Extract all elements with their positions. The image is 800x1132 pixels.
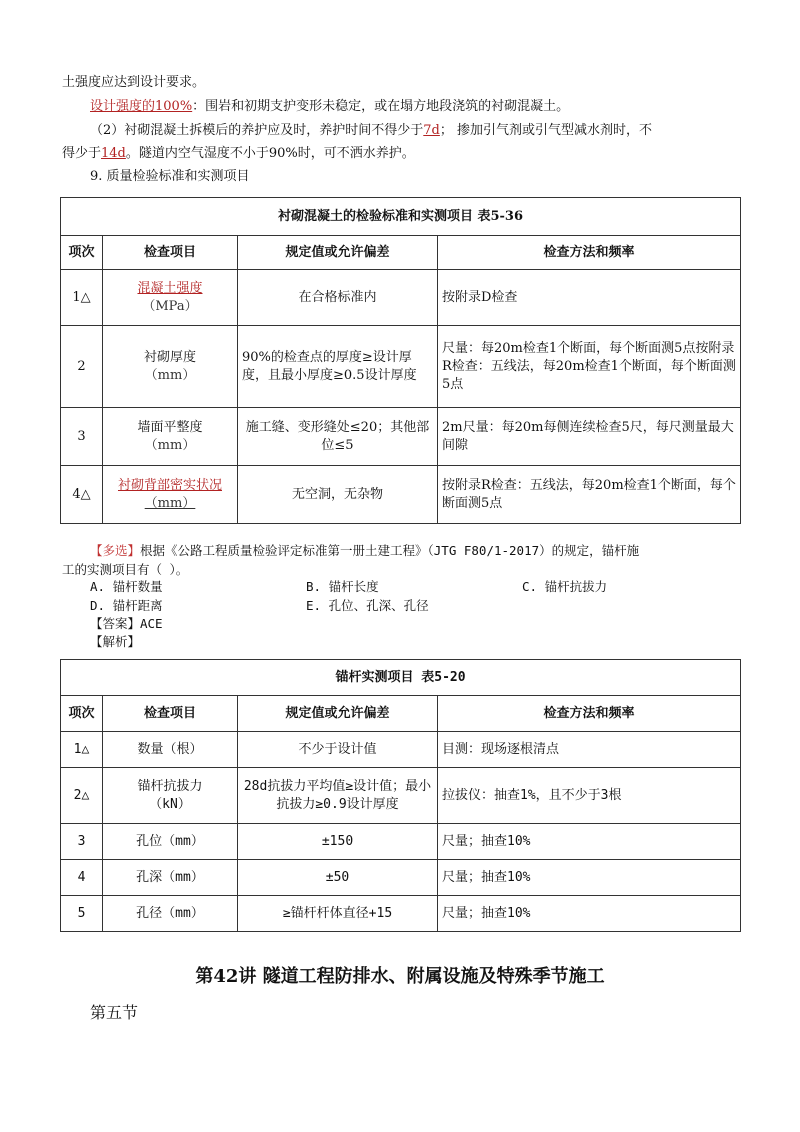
row-method: 尺量：每20m检查1个断面，每个断面测5点按附录R检查：五线法，每20m检查1个断面，每个断面测5点	[438, 326, 741, 408]
table-row	[61, 466, 741, 524]
intro-line-1: 土强度应达到设计要求。	[62, 75, 206, 90]
row-item-text: 衬砌厚度	[143, 349, 196, 365]
row-item: 孔深（mm）	[103, 860, 238, 896]
cure-time-highlight: 7d	[423, 123, 440, 138]
row-no: 3	[61, 824, 103, 860]
table-caption: 锚杆实测项目 表5-20	[61, 660, 741, 696]
row-no: 4△	[61, 466, 103, 524]
row-method: 按附录D检查	[438, 270, 741, 326]
intro-line-2-text: ：围岩和初期支护变形未稳定，或在塌方地段浇筑的衬砌混凝土。	[192, 99, 570, 114]
col-header-spec: 规定值或允许偏差	[238, 696, 438, 732]
analysis-label: 【解析】	[90, 634, 141, 649]
option-a: A. 锚杆数量	[90, 579, 163, 594]
section-label: 第五节	[90, 1003, 139, 1022]
row-unit: （mm）	[144, 437, 196, 453]
row-unit: （kN）	[149, 796, 191, 812]
row-item	[103, 270, 238, 326]
section-heading-9: 9. 质量检验标准和实测项目	[90, 169, 250, 184]
question-text-1: 根据《公路工程质量检验评定标准第一册土建工程》（JTG F80/1-2017）的规定，锚杆施	[140, 543, 640, 558]
row-method: 2m尺量：每20m每侧连续检查5尺，每尺测量最大间隙	[438, 408, 741, 466]
item-highlight: 衬砌背部密实状况	[117, 477, 222, 493]
row-spec: 无空洞，无杂物	[238, 466, 438, 524]
row-item: 数量（根）	[103, 732, 238, 768]
row-spec: 28d抗拔力平均值≥设计值；最小抗拔力≥0.9设计厚度	[238, 768, 438, 824]
table-row	[61, 732, 741, 768]
table-row	[61, 896, 741, 932]
col-header-item: 检查项目	[103, 236, 238, 270]
row-item	[103, 466, 238, 524]
row-item	[103, 768, 238, 824]
row-no: 1△	[61, 270, 103, 326]
col-header-item: 检查项目	[103, 696, 238, 732]
intro-line-4	[62, 145, 415, 163]
anchor-bolt-table	[60, 659, 741, 932]
col-header-method: 检查方法和频率	[438, 236, 741, 270]
row-spec: ±150	[238, 824, 438, 860]
row-no: 1△	[61, 732, 103, 768]
table-row	[61, 408, 741, 466]
intro-line-4-b: 。隧道内空气湿度不小于90%时，可不洒水养护。	[125, 146, 415, 161]
row-method: 尺量；抽查10%	[438, 860, 741, 896]
row-spec: 在合格标准内	[238, 270, 438, 326]
row-no: 5	[61, 896, 103, 932]
lecture-title: 第42讲 隧道工程防排水、附属设施及特殊季节施工	[195, 966, 605, 987]
table-row	[61, 860, 741, 896]
row-no: 2	[61, 326, 103, 408]
row-item-text: 锚杆抗拔力	[137, 778, 203, 794]
option-c: C. 锚杆抗拔力	[522, 579, 608, 594]
row-item: 孔位（mm）	[103, 824, 238, 860]
intro-line-3-a: （2）衬砌混凝土拆模后的养护应及时，养护时间不得少于	[90, 123, 424, 138]
answer: 【答案】ACE	[90, 616, 163, 631]
row-item-text: 墙面平整度	[137, 419, 203, 435]
row-spec: 施工缝、变形缝处≤20；其他部位≤5	[238, 408, 438, 466]
col-header-no: 项次	[61, 696, 103, 732]
table-row	[61, 768, 741, 824]
intro-line-2	[90, 98, 569, 116]
row-unit: （mm）	[144, 367, 196, 383]
option-b: B. 锚杆长度	[306, 579, 379, 594]
row-method: 尺量；抽查10%	[438, 896, 741, 932]
row-item	[103, 408, 238, 466]
cure-time-14d-highlight: 14d	[101, 146, 126, 161]
row-unit: （MPa）	[142, 298, 198, 314]
option-e: E. 孔位、孔深、孔径	[306, 598, 429, 613]
intro-line-4-a: 得少于	[62, 146, 102, 161]
row-item: 孔径（mm）	[103, 896, 238, 932]
question-line-2: 工的实测项目有（ ）。	[62, 562, 189, 577]
design-strength-highlight: 设计强度的100%	[90, 99, 193, 114]
row-item	[103, 326, 238, 408]
row-no: 3	[61, 408, 103, 466]
item-highlight: 混凝土强度	[137, 280, 203, 296]
row-method: 按附录R检查：五线法，每20m检查1个断面，每个断面测5点	[438, 466, 741, 524]
row-method: 目测：现场逐根清点	[438, 732, 741, 768]
col-header-no: 项次	[61, 236, 103, 270]
question-line-1	[90, 542, 639, 560]
row-unit: （mm）	[144, 495, 196, 511]
row-spec: ±50	[238, 860, 438, 896]
question-tag: 【多选】	[90, 543, 141, 558]
row-spec: ≥锚杆杆体直径+15	[238, 896, 438, 932]
table-row	[61, 824, 741, 860]
table-caption: 衬砌混凝土的检验标准和实测项目 表5-36	[61, 198, 741, 236]
row-method: 拉拔仪：抽查1%，且不少于3根	[438, 768, 741, 824]
row-method: 尺量；抽查10%	[438, 824, 741, 860]
table-row	[61, 326, 741, 408]
row-no: 4	[61, 860, 103, 896]
table-row	[61, 270, 741, 326]
row-no: 2△	[61, 768, 103, 824]
intro-line-3-b: ； 掺加引气剂或引气型减水剂时，不	[439, 123, 653, 138]
intro-line-3	[90, 122, 652, 140]
row-spec: 不少于设计值	[238, 732, 438, 768]
col-header-method: 检查方法和频率	[438, 696, 741, 732]
lining-concrete-table	[60, 197, 741, 524]
col-header-spec: 规定值或允许偏差	[238, 236, 438, 270]
row-spec: 90%的检查点的厚度≥设计厚度，且最小厚度≥0.5设计厚度	[238, 326, 438, 408]
option-d: D. 锚杆距离	[90, 598, 163, 613]
